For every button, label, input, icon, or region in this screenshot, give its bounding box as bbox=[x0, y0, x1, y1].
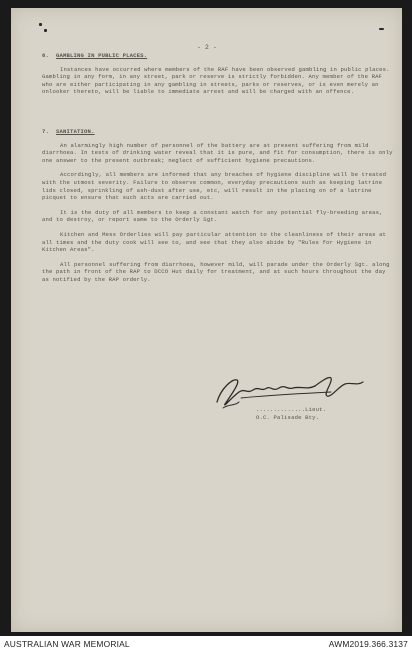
punch-mark bbox=[44, 29, 47, 32]
punch-mark bbox=[379, 28, 384, 30]
rank-line: ..............Lieut. bbox=[256, 406, 327, 413]
section-paragraph: Accordingly, all members are informed that any breaches of hygiene discipline will be treated with the utmost severity. Failure to observe common, everyday precautions such as keeping latrine lids closed, sprinkling of ash-dust after use, etc, will result in the placing on of a latrine picquet to ensure that such acts are carried out. bbox=[42, 171, 387, 202]
footer-institution: AUSTRALIAN WAR MEMORIAL bbox=[4, 639, 130, 649]
section-paragraph: All personnel suffering from diarrhoea, however mild, will parade under the Orderly Sgt. along the path in front of the RAP to DCCO Hut daily for treatment, and at such hours throughout the day as notified by the RAP orderly. bbox=[42, 260, 390, 283]
section-heading bbox=[42, 128, 394, 136]
section-paragraph: It is the duty of all members to keep a constant watch for any potential fly-breeding areas, and to destroy, or report same to the Orderly Sgt. bbox=[42, 208, 383, 224]
punch-mark bbox=[39, 23, 42, 26]
section-paragraph: Kitchen and Mess Orderlies will pay particular attention to the cleanliness of their areas at all times and the duty cook will see to, and see that they also abide by "Rules for Hygiene in Kitchen Areas". bbox=[42, 230, 387, 254]
section-gambling bbox=[42, 52, 394, 96]
section-number: 7. bbox=[42, 128, 50, 135]
section-paragraph: Instances have occurred where members of the RAF have been observed gambling in public places. Gambling in any form, in any street, park or reserve is strictly forbidden. Any member of the RAF who are either participating in any gambling in streets, parks or reserves, or is even merely an onlooker thereto, will be liable to immediate arrest and will be charged with an offence. bbox=[42, 65, 390, 96]
document-page bbox=[11, 8, 402, 632]
page-number: - 2 - bbox=[197, 44, 217, 51]
section-title: SANITATION. bbox=[56, 128, 95, 135]
section-sanitation bbox=[42, 128, 394, 284]
section-paragraph: An alarmingly high number of personnel of the battery are at present suffering from mild diarrhoea. In tests of drinking water reveal that it is pure, and fit for consumption, there is only one answer to the present outbreak; neglect of sufficient hygiene precautions. bbox=[42, 141, 393, 164]
appointment-line: O.C. Palisade Bty. bbox=[256, 413, 320, 421]
footer-accession-number: AWM2019.366.3137 bbox=[328, 639, 408, 649]
section-number: 6. bbox=[42, 52, 50, 59]
section-title: GAMBLING IN PUBLIC PLACES. bbox=[56, 52, 148, 59]
signature-block bbox=[256, 406, 326, 421]
section-heading bbox=[42, 52, 394, 60]
